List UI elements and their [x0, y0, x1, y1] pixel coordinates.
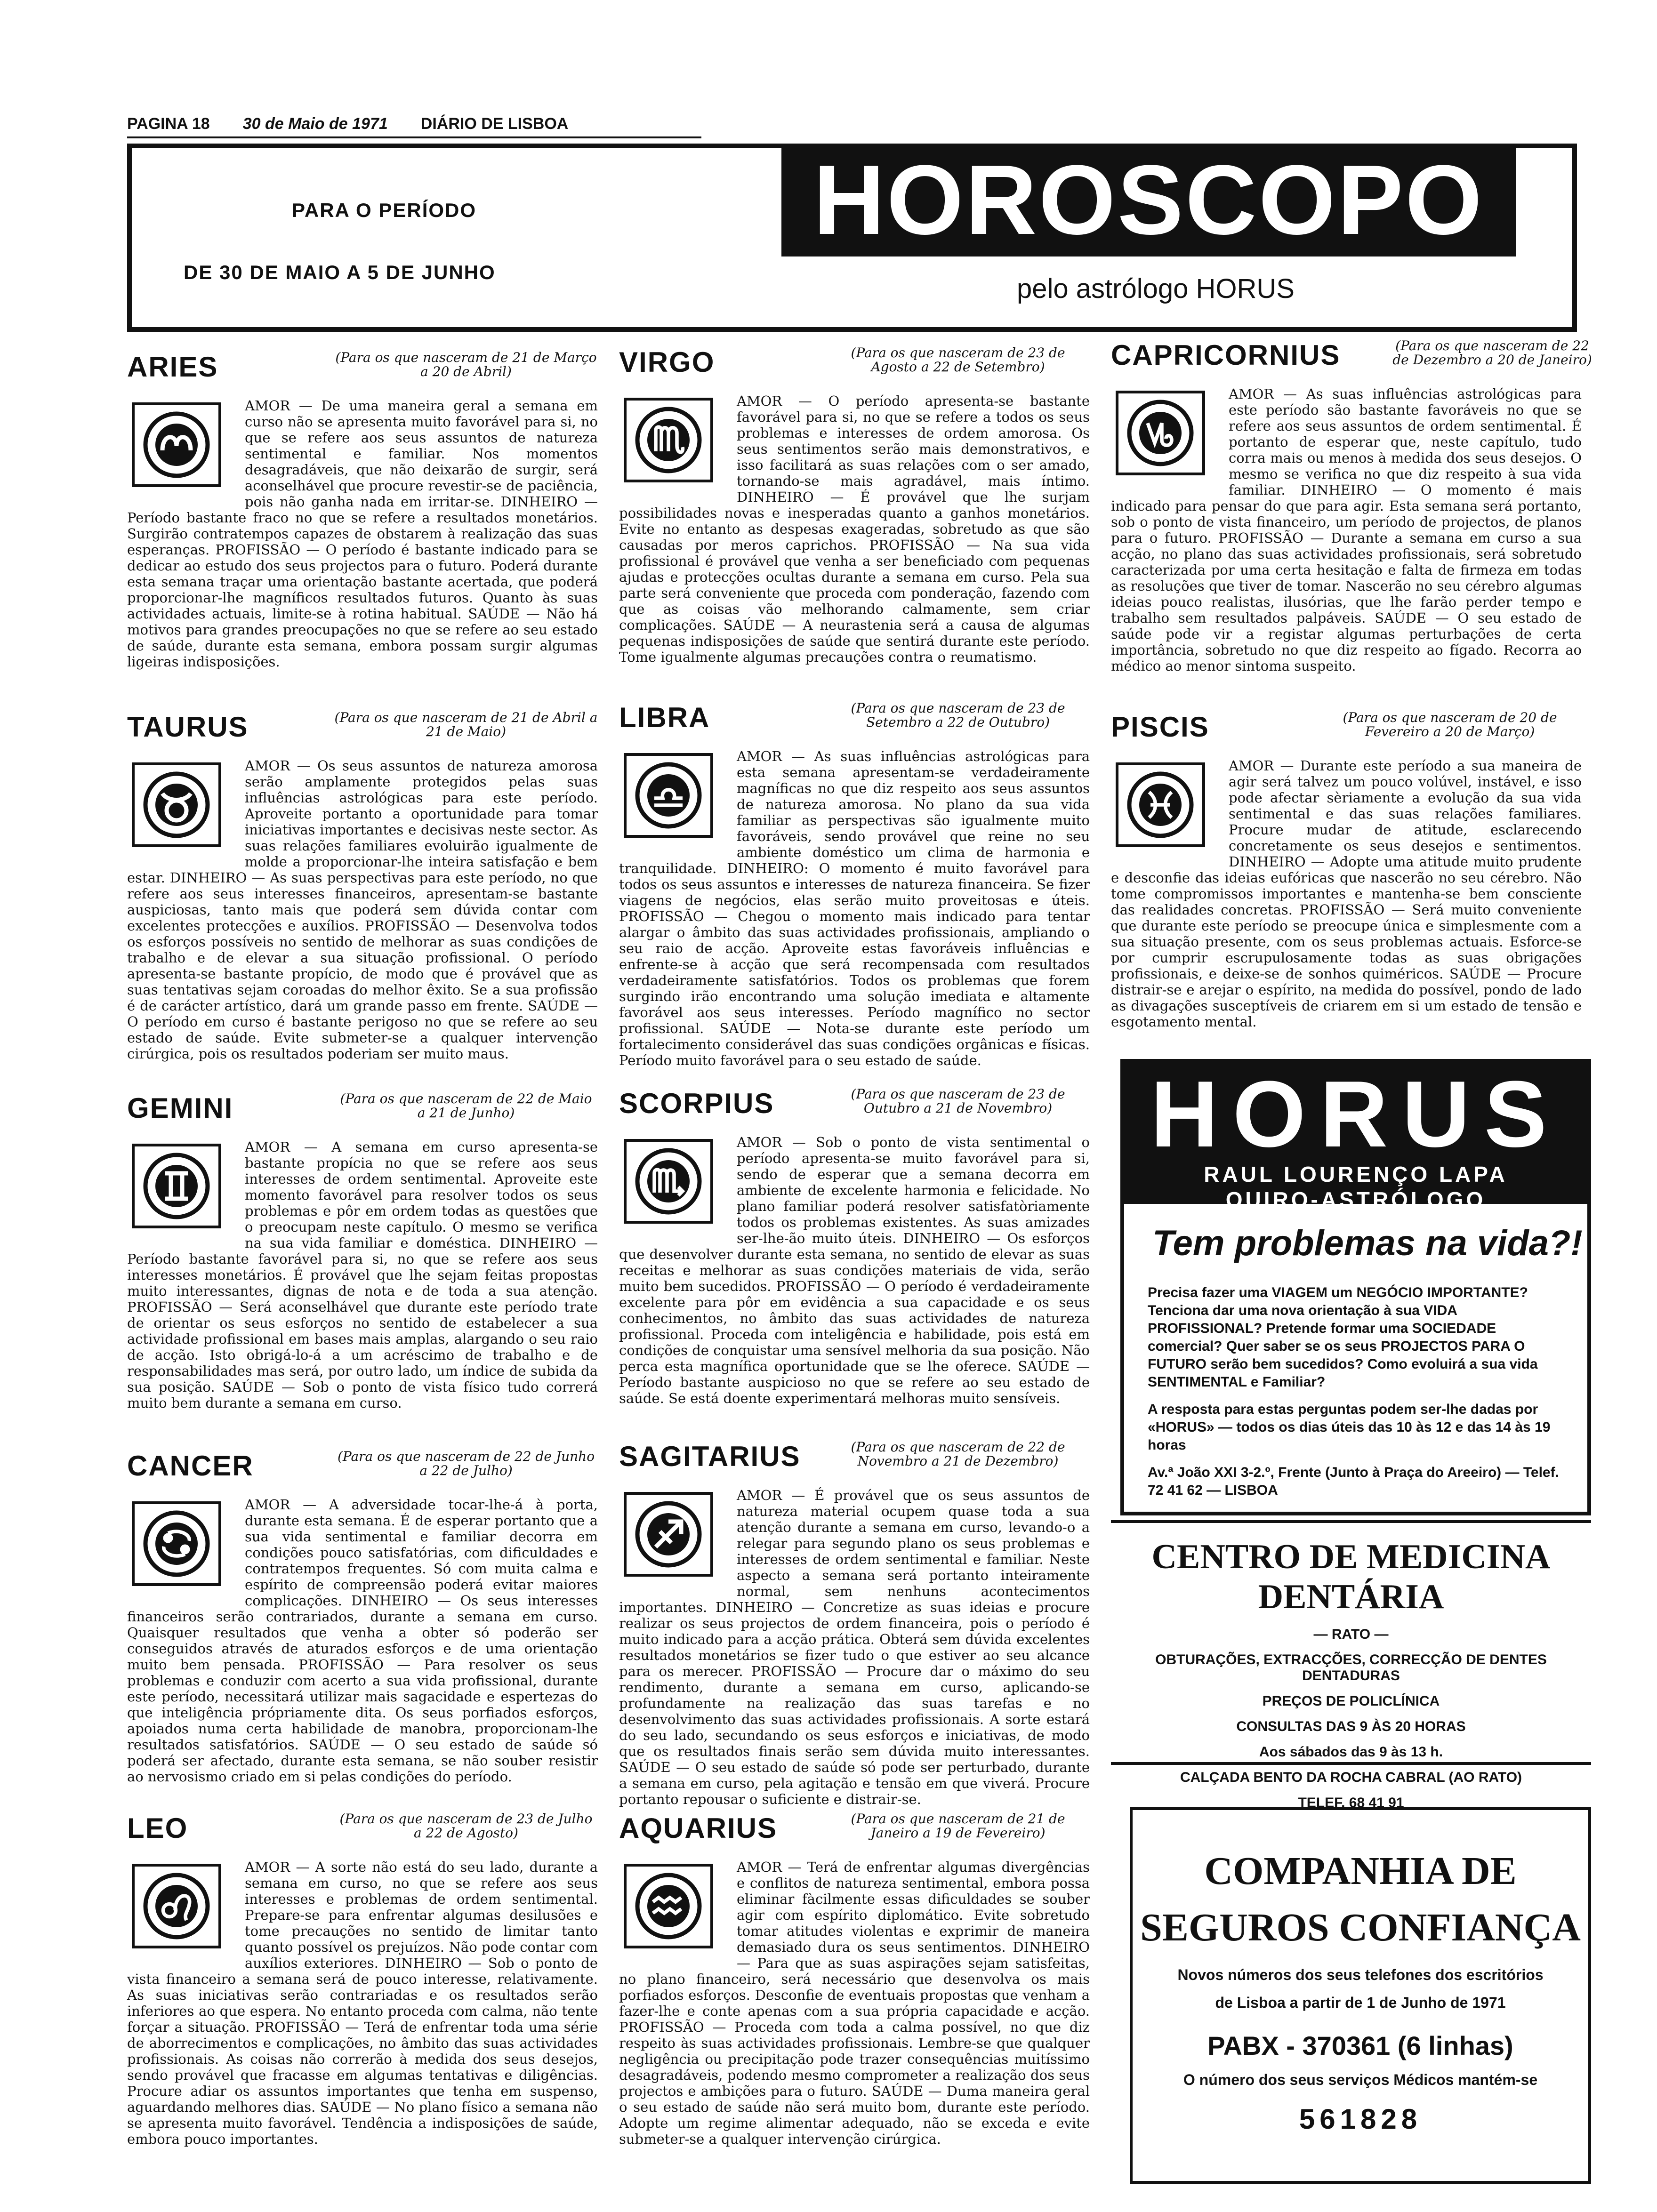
sign-title: LIBRA [619, 702, 710, 733]
sign-dates: (Para os que nasceram de 21 de Março a 20 de Abril) [335, 350, 597, 379]
dental-title: CENTRO DE MEDICINA DENTÁRIA [1151, 1538, 1551, 1616]
dental-address: CALÇADA BENTO DA ROCHA CABRAL (AO RATO) [1180, 1770, 1522, 1785]
dental-hours: CONSULTAS DAS 9 ÀS 20 HORAS [1236, 1719, 1466, 1734]
sign-dates: (Para os que nasceram de 23 de Outubro a 21 de Novembro) [851, 1086, 1065, 1116]
sign-text: AMOR — As suas influências astrológicas para este período são bastante favoráveis no que se refere aos seus assuntos de ordem sentimental. É portanto de esperar que, neste capítulo, tudo corra mais ou menos à medida dos seus desejos. O mesmo se verifica no que diz respeito à sua vida familiar. DINHEIRO — O momento é mais indicado para pensar do que para agir. Esta semana será portanto, sob o ponto de vista financeiro, um período de projectos, de planos para o futuro. PROFISSÃO — Durante a semana em curso a sua acção, no plano das suas actividades profissionais, será sobretudo caracterizada por uma certa hesitação e falta de firmeza em todas as resoluções que tiver de tomar. Nascerão no seu cérebro algumas ideias pouco realistas, ilusórias, que lhe farão perder tempo e trabalho sem resultados palpáveis. SAÚDE — O seu estado de saúde pode vir a registar algumas perturbações de certa importância, sobretudo no que diz respeito ao fígado. Recorra ao médico ao menor sintoma suspeito. [1111, 386, 1582, 674]
horus-logo: HORUS RAUL LOURENÇO LAPA QUIRO-ASTRÓLOGO [1124, 1063, 1587, 1204]
sign-capricornius [1111, 338, 1592, 687]
sign-title: GEMINI [127, 1092, 233, 1124]
dental-phone: TELEF. 68 41 91 [1298, 1795, 1404, 1811]
sign-dates: (Para os que nasceram de 22 de Junho a 22 de Julho) [337, 1449, 595, 1478]
sign-dates: (Para os que nasceram de 21 de Janeiro a 19 de Fevereiro) [851, 1811, 1065, 1841]
horus-consult: A resposta para estas perguntas podem ser-lhe dadas por «HORUS» — todos os dias úteis das 10 às 12 e das 14 às 19 horas [1148, 1402, 1551, 1453]
sign-dates: (Para os que nasceram de 22 de Novembro a 21 de Dezembro) [851, 1439, 1065, 1469]
sign-libra [619, 700, 1090, 1068]
sign-text: AMOR — A semana em curso apresenta-se bastante propícia no que se refere aos seus interesses de ordem sentimental. Aproveite este momento favorável para resolver todos os seus problemas e pôr em ordem todas as questões que o preocupam neste capítulo. O mesmo se verifica na sua vida familiar e doméstica. DINHEIRO — Período bastante favorável para si, no que se refere aos seus interesses monetários. É provável que lhe sejam feitas propostas muito interessantes, dignas de nota e de toda a sua atenção. PROFISSÃO — Será aconselhável que durante este período trate de orientar os seus esforços no sentido de estabelecer a sua actividade profissional em bases mais amplas, alargando o seu raio de acção. Isto obrigá-lo-á a um acréscimo de trabalho e de responsabilidades mas será, por outro lado, um índice de subida da sua posição. SAÚDE — Sob o ponto de vista físico tudo correrá muito bem durante a semana em curso. [127, 1139, 598, 1411]
sign-text: AMOR — Terá de enfrentar algumas divergências e conflitos de natureza sentimental, embora possa eliminar fàcilmente essas dificuldades se souber agir com espírito diplomático. Evite sobretudo tomar atitudes violentas e exprimir de maneira demasiado dura os seus sentimentos. DINHEIRO — Para que as suas aspirações sejam satisfeitas, no plano financeiro, será necessário que desenvolva os mais porfiados esforços. Desconfie de eventuais propostas que venham a fazer-lhe e conte apenas com a sua própria capacidade e acção. PROFISSÃO — Proceda com toda a calma possível, no que diz respeito às suas actividades profissionais. Lembre-se que qualquer negligência ou precipitação pode trazer consequências muitíssimo desagradáveis, podendo mesmo comprometer a realização dos seus projectos e ambições para o futuro. SAÚDE — Duma maneira geral o seu estado de saúde não será muito bom, durante este período. Adopte um regime alimentar adequado, não se exceda e evite submeter-se a qualquer intervenção cirúrgica. [619, 1859, 1090, 2147]
sign-title: TAURUS [127, 711, 249, 743]
sign-piscis [1111, 711, 1582, 1040]
page-date: 30 de Maio de 1971 [242, 114, 388, 133]
dental-sub: — RATO — [1313, 1627, 1389, 1642]
sign-leo [127, 1812, 598, 2151]
sign-cancer [127, 1450, 598, 1788]
sign-title: SAGITARIUS [619, 1441, 801, 1472]
horus-body: Precisa fazer uma VIAGEM um NEGÓCIO IMPORTANTE? Tenciona dar uma nova orientação à sua VIDA PROFISSIONAL? Pretende formar uma SOCIEDADE comercial? Quer saber se os seus PROJECTOS PARA O FUTURO serão bem sucedidos? Como evoluirá a sua vida SENTIMENTAL e Familiar? A resposta para estas perguntas podem ser-lhe dadas por «HORUS» — todos os dias úteis das 10 às 12 e das 14 às 19 horas Av.ª João XXI 3-2.º, Frente (Junto à Praça do Areeiro) — Telef. 72 41 62 — LISBOA [1148, 1284, 1571, 1499]
sign-title: ARIES [127, 351, 218, 383]
sign-dates: (Para os que nasceram de 23 de Julho a 22 de Agosto) [339, 1811, 593, 1841]
dental-prices: PREÇOS DE POLICLÍNICA [1262, 1693, 1440, 1709]
horus-advertisement [1120, 1059, 1591, 1515]
masthead-rule [127, 136, 701, 138]
seguros-line3: O número dos seus serviços Médicos mantém-se [1183, 2071, 1538, 2088]
horus-name: RAUL LOURENÇO LAPA [1204, 1162, 1508, 1186]
horus-headline: Tem problemas na vida?! [1152, 1223, 1583, 1263]
sign-virgo [619, 346, 1090, 685]
period-dates: DE 30 DE MAIO A 5 DE JUNHO [184, 261, 496, 283]
sign-sagitarius [619, 1439, 1090, 1807]
dental-advertisement [1111, 1520, 1591, 1811]
horus-role: QUIRO-ASTRÓLOGO [1225, 1187, 1486, 1212]
sign-title: SCORPIUS [619, 1088, 774, 1119]
sign-dates: (Para os que nasceram de 20 de Fevereiro a 20 de Março) [1343, 710, 1557, 739]
sign-title: VIRGO [619, 346, 715, 378]
horoscope-subtitle: pelo astrólogo HORUS [1017, 273, 1295, 304]
sign-scorpius [619, 1087, 1090, 1426]
horoscope-banner [127, 144, 1577, 332]
seguros-line1: Novos números dos seus telefones dos escritórios [1177, 1966, 1544, 1983]
dental-services: OBTURAÇÕES, EXTRACÇÕES, CORRECÇÃO DE DENTES DENTADURAS [1155, 1652, 1547, 1683]
sign-title: LEO [127, 1812, 188, 1844]
horus-address: Av.ª João XXI 3-2.º, Frente (Junto à Praça do Areeiro) — Telef. 72 41 62 — LISBOA [1148, 1465, 1559, 1498]
sign-title: PISCIS [1111, 711, 1209, 743]
sign-dates: (Para os que nasceram de 23 de Agosto a 22 de Setembro) [851, 345, 1065, 375]
sign-dates: (Para os que nasceram de 21 de Abril a 21 de Maio) [334, 710, 598, 739]
dental-saturday: Aos sábados das 9 às 13 h. [1259, 1744, 1443, 1760]
sign-text: AMOR — De uma maneira geral a semana em curso não se apresenta muito favorável para si, no que se refere aos seus assuntos de natureza sentimental e familiar. Nos momentos desagradáveis, que não deixarão de surgir, será aconselhável que procure revestir-se de paciência, pois não ganha nada em irritar-se. DINHEIRO — Período bastante fraco no que se refere a resultados monetários. Surgirão contratempos capazes de obstarem à realização das suas esperanças. PROFISSÃO — O período é bastante indicado para se dedicar ao estudo dos seus projectos para o futuro. Poderá durante esta semana traçar uma orientação bastante acertada, que poderá proporcionar-lhe magníficos resultados futuros. Quanto às suas actividades actuais, limite-se à rotina habitual. SAÚDE — Não há motivos para grandes preocupações no que se refere ao seu estado de saúde, durante esta semana, embora possam surgir algumas ligeiras indisposições. [127, 398, 598, 670]
newspaper-name: DIÁRIO DE LISBOA [420, 114, 569, 133]
sign-title: AQUARIUS [619, 1812, 778, 1844]
seguros-number: 561828 [1299, 2103, 1422, 2135]
page-number: PAGINA 18 [127, 114, 210, 133]
sign-dates: (Para os que nasceram de 22 de Maio a 21 de Junho) [340, 1091, 592, 1121]
horoscope-title: HOROSCOPO [781, 144, 1516, 256]
sign-text: AMOR — Os seus assuntos de natureza amorosa serão amplamente protegidos pelas suas influências astrológicas para este período. Aproveite portanto a oportunidade para tomar iniciativas importantes e decisivas neste sector. As suas relações familiares evoluirão igualmente de molde a proporcionar-lhe inteira satisfação e bem estar. DINHEIRO — As suas perspectivas para este período, no que refere aos seus interesses financeiros, apresentam-se bastante auspiciosas, tanto mais que poderá sem dúvida contar com excelentes protecções e auxílios. PROFISSÃO — Desenvolva todos os esforços possíveis no sentido de melhorar as suas condições de trabalho e de elevar a sua situação profissional. O período apresenta-se bastante propício, de modo que é provável que as suas tentativas sejam coroadas do melhor êxito. Se a sua profissão é de carácter artístico, dará um grande passo em frente. SAÚDE — O período em curso é bastante perigoso no que se refere ao seu estado de saúde. Evite submeter-se a qualquer intervenção cirúrgica, pois os resultados poderiam ser muito maus. [127, 758, 598, 1062]
seguros-pabx: PABX - 370361 (6 linhas) [1207, 2031, 1513, 2060]
sign-dates: (Para os que nasceram de 22 de Dezembro a 20 de Janeiro) [1392, 338, 1592, 368]
sign-text: AMOR — Sob o ponto de vista sentimental o período apresenta-se muito favorável para si, sendo de esperar que a semana decorra em ambiente de excelente harmonia e felicidade. No plano familiar poderá resolver satisfatòriamente todos os problemas existentes. As suas amizades ser-lhe-ão muito úteis. DINHEIRO — Os esforços que desenvolver durante esta semana, no sentido de elevar as suas receitas e melhorar as suas condições materiais de vida, serão muito bem sucedidos. PROFISSÃO — O período é verdadeiramente excelente para pôr em evidência a sua capacidade e os seus conhecimentos, no âmbito das suas actividades de natureza profissional. Proceda com inteligência e habilidade, pois está em condições de conquistar uma sensível melhoria da sua posição. Não perca esta magnífica oportunidade que se lhe oferece. SAÚDE — Período bastante auspicioso no que se refere ao seu estado de saúde. Se está doente experimentará melhoras muito sensíveis. [619, 1134, 1090, 1406]
sign-dates: (Para os que nasceram de 23 de Setembro a 22 de Outubro) [851, 700, 1065, 730]
seguros-title: COMPANHIA DE SEGUROS CONFIANÇA [1140, 1849, 1581, 1949]
sign-aquarius [619, 1812, 1090, 2151]
masthead [127, 112, 1577, 136]
seguros-advertisement [1130, 1807, 1591, 2184]
seguros-line2: de Lisboa a partir de 1 de Junho de 1971 [1215, 1994, 1506, 2011]
sign-title: CANCER [127, 1450, 254, 1482]
sign-text: AMOR — A adversidade tocar-lhe-á à porta, durante esta semana. É de esperar portanto que a sua vida sentimental e familiar decorra em condições pouco satisfatórias, com dificuldades e contratempos frequentes. Só com muita calma e espírito de compreensão poderá evitar maiores complicações. DINHEIRO — Os seus interesses financeiros serão contrariados, durante a semana em curso. Quaisquer resultados que venha a obter só poderão ser conseguidos através de aturados esforços e de uma orientação muito bem pensada. PROFISSÃO — Para resolver os seus problemas e conduzir com acerto a sua vida profissional, durante este período, necessitará utilizar mais sagacidade e espertezas do que inteligência própriamente dita. Os seus porfiados esforços, apoiados numa certa habilidade de manobra, proporcionam-lhe resultados satisfatórios. SAÚDE — O seu estado de saúde só poderá ser afectado, durante esta semana, se não souber resistir ao nervosismo criado em si pelas condições do período. [127, 1497, 598, 1785]
sign-taurus [127, 710, 598, 1062]
sign-text: AMOR — Durante este período a sua maneira de agir será talvez um pouco volúvel, instável, e isso pode afectar sèriamente a evolução da sua vida sentimental e das suas relações familiares. Procure mudar de atitude, esclarecendo concretamente os seus desejos e sentimentos. DINHEIRO — Adopte uma atitude muito prudente e desconfie das ideias eufóricas que nascerão no seu cérebro. Não tome compromissos importantes e mantenha-se bem consciente das realidades concretas. PROFISSÃO — Será muito conveniente que durante este período se preocupe única e simplesmente com a sua situação presente, com os seus problemas actuais. Esforce-se por cumprir escrupulosamente todas as suas obrigações profissionais, e deixe-se de sonhos quiméricos. SAÚDE — Procure distrair-se e arejar o espírito, na medida do possível, pondo de lado as divagações susceptíveis de criarem em si um estado de tensão e esgotamento mental. [1111, 758, 1582, 1030]
sign-text: AMOR — O período apresenta-se bastante favorável para si, no que se refere a todos os seus problemas e interesses de ordem amorosa. Os seus sentimentos serão mais demonstrativos, e isso facilitará as suas relações com o ser amado, tornando-se mais agradável, mais íntimo. DINHEIRO — É provável que lhe surjam possibilidades novas e inesperadas quanto a ganhos monetários. Evite no entanto as despesas exageradas, sobretudo as que são causadas por meros caprichos. PROFISSÃO — Na sua vida profissional é provável que venha a ser beneficiado com pequenas ajudas e protecções ocultas durante a semana em curso. Pela sua parte será conveniente que proceda com ponderação, fazendo com que as coisas vão melhorando calmamente, sem criar complicações. SAÚDE — A neurastenia será a causa de algumas pequenas indisposições de saúde que sentirá durante este período. Tome igualmente algumas precauções contra o reumatismo. [619, 393, 1090, 665]
sign-text: AMOR — As suas influências astrológicas para esta semana apresentam-se verdadeiramente magníficas no que diz respeito aos seus assuntos de natureza amorosa. No plano da sua vida familiar as perspectivas são igualmente muito favoráveis, sendo provável que reine no seu ambiente doméstico um clima de harmonia e tranquilidade. DINHEIRO: O momento é muito favorável para todos os seus assuntos e interesses de natureza financeira. Se fizer viagens de negócios, elas serão muito proveitosas e úteis. PROFISSÃO — Chegou o momento mais indicado para tentar alargar o âmbito das suas actividades profissionais, ampliando o seu raio de acção. Aproveite estas favoráveis influências e enfrente-se à acção que será recompensada com resultados verdadeiramente satisfatórios. Todos os problemas que forem surgindo irão encontrando uma solução imediata e altamente favorável aos seus interesses. Período magnífico no sector profissional. SAÚDE — Nota-se durante este período um fortalecimento considerável das suas condições orgânicas e físicas. Período muito favorável para o seu estado de saúde. [619, 748, 1090, 1068]
sign-text: AMOR — É provável que os seus assuntos de natureza material ocupem quase toda a sua atenção durante a semana em curso, levando-o a relegar para segundo plano os seus problemas e interesses de ordem sentimental e familiar. Neste aspecto a semana será portanto inteiramente normal, sem nenhuns acontecimentos importantes. DINHEIRO — Concretize as suas ideias e procure realizar os seus projectos de ordem financeira, pois o período é muito indicado para a acção prática. Obterá sem dúvida excelentes resultados monetários se fizer tudo o que estiver ao seu alcance para os merecer. PROFISSÃO — Procure dar o máximo do seu rendimento, durante a semana em curso, aplicando-se profundamente na realização das suas tarefas e no desenvolvimento das suas actividades profissionais. A sorte estará do seu lado, secundando os seus esforços e iniciativas, de modo que os resultados finais serão sem dúvida muito interessantes. SAÚDE — O seu estado de saúde só pode ser perturbado, durante a semana em curso, pela agitação e tensão em que viverá. Procure portanto repousar o suficiente e distrair-se. [619, 1487, 1090, 1807]
sign-aries [127, 351, 598, 680]
sign-text: AMOR — A sorte não está do seu lado, durante a semana em curso, no que se refere aos seus interesses e problemas de ordem sentimental. Prepare-se para enfrentar algumas desilusões e tome precauções no sentido de limitar tanto quanto possível os prejuízos. Não pode contar com auxílios exteriores. DINHEIRO — Sob o ponto de vista financeiro a semana será de pouco interesse, relativamente. As suas iniciativas serão contrariadas e os resultados serão inferiores ao que espera. No entanto proceda com calma, não tente forçar a situação. PROFISSÃO — Terá de enfrentar toda uma série de aborrecimentos e complicações, no âmbito das suas actividades profissionais. As coisas não correrão à medida dos seus desejos, sendo provável que fracasse em algumas tentativas e diligências. Procure adiar os assuntos importantes que tenha em suspenso, aguardando melhores dias. SAÚDE — No plano físico a semana não se apresenta muito favorável. Tendência a indisposições de saúde, embora pouco importantes. [127, 1859, 598, 2147]
period-label: PARA O PERÍODO [292, 199, 477, 221]
sign-title: CAPRICORNIUS [1111, 339, 1341, 371]
sign-gemini [127, 1092, 598, 1431]
